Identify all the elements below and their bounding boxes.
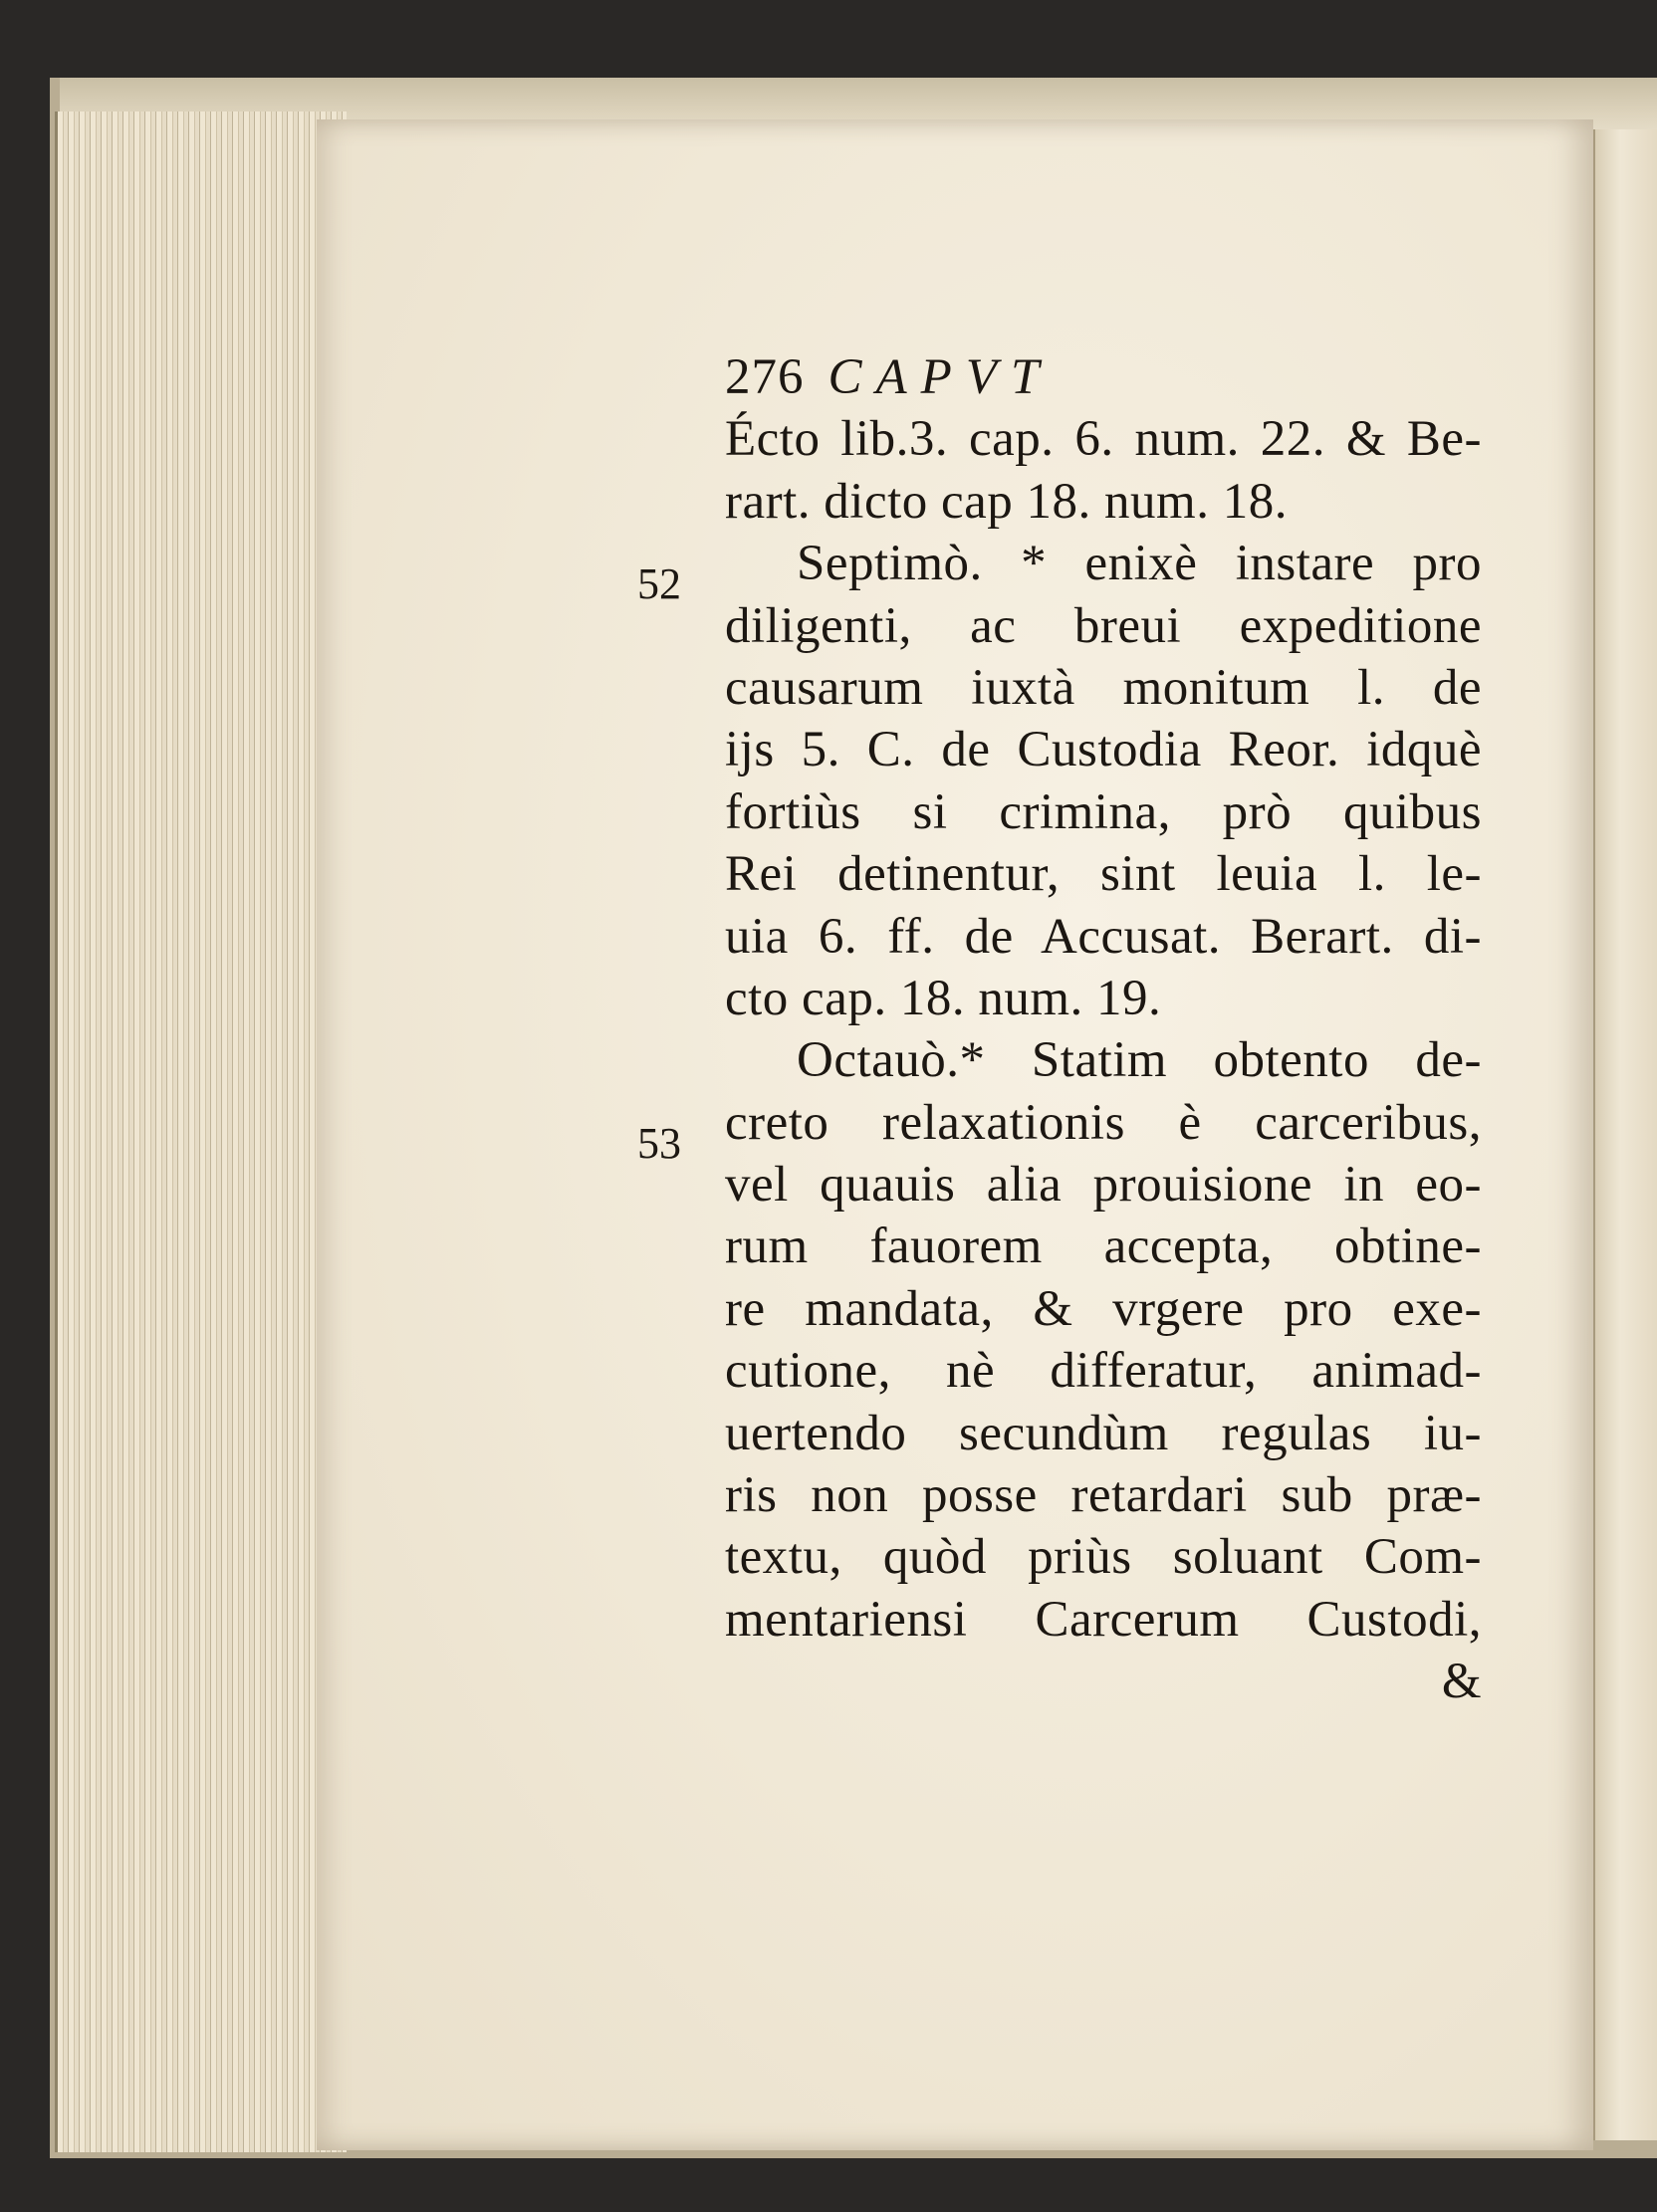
text-line: vel quauis alia prouisione in eo- xyxy=(725,1157,1482,1214)
text-line: ijs 5. C. de Custodia Reor. idquè xyxy=(725,722,1482,778)
text-line: rum fauorem accepta, obtine- xyxy=(725,1218,1482,1275)
catchword: & xyxy=(1441,1654,1482,1710)
text-line: uertendo secundùm regulas iu- xyxy=(725,1405,1482,1461)
text-line: fortiùs si crimina, prò quibus xyxy=(725,783,1482,840)
text-line: causarum iuxtà monitum l. de xyxy=(725,659,1482,716)
text-line: diligenti, ac breui expeditione xyxy=(725,597,1482,654)
page-number: 276 xyxy=(725,349,805,405)
text-line: Octauò.* Statim obtento de- xyxy=(797,1032,1482,1089)
running-title: CAPVT xyxy=(828,349,1054,405)
page-text xyxy=(725,346,1482,1713)
text-line: Septimò. * enixè instare pro xyxy=(797,536,1482,592)
margin-number-52: 52 xyxy=(637,559,681,608)
running-header xyxy=(725,346,1482,408)
text-line: uia 6. ff. de Accusat. Berart. di- xyxy=(725,908,1482,965)
text-line: ris non posse retardari sub præ- xyxy=(725,1467,1482,1524)
text-line: textu, quòd priùs soluant Com- xyxy=(725,1529,1482,1586)
text-line: rart. dicto cap 18. num. 18. xyxy=(725,473,1288,530)
text-line: Écto lib.3. cap. 6. num. 22. & Be- xyxy=(725,411,1482,468)
text-line: re mandata, & vrgere pro exe- xyxy=(725,1280,1482,1337)
text-line: cutione, nè differatur, animad- xyxy=(725,1343,1482,1400)
text-line: mentariensi Carcerum Custodi, xyxy=(725,1591,1482,1648)
text-line: cto cap. 18. num. 19. xyxy=(725,970,1162,1026)
text-line: Rei detinentur, sint leuia l. le- xyxy=(725,846,1482,903)
text-line: creto relaxationis è carceribus, xyxy=(725,1094,1482,1151)
page-block-edges xyxy=(55,111,347,2152)
margin-number-53: 53 xyxy=(637,1119,681,1168)
opposite-page-edge xyxy=(1593,129,1657,2140)
